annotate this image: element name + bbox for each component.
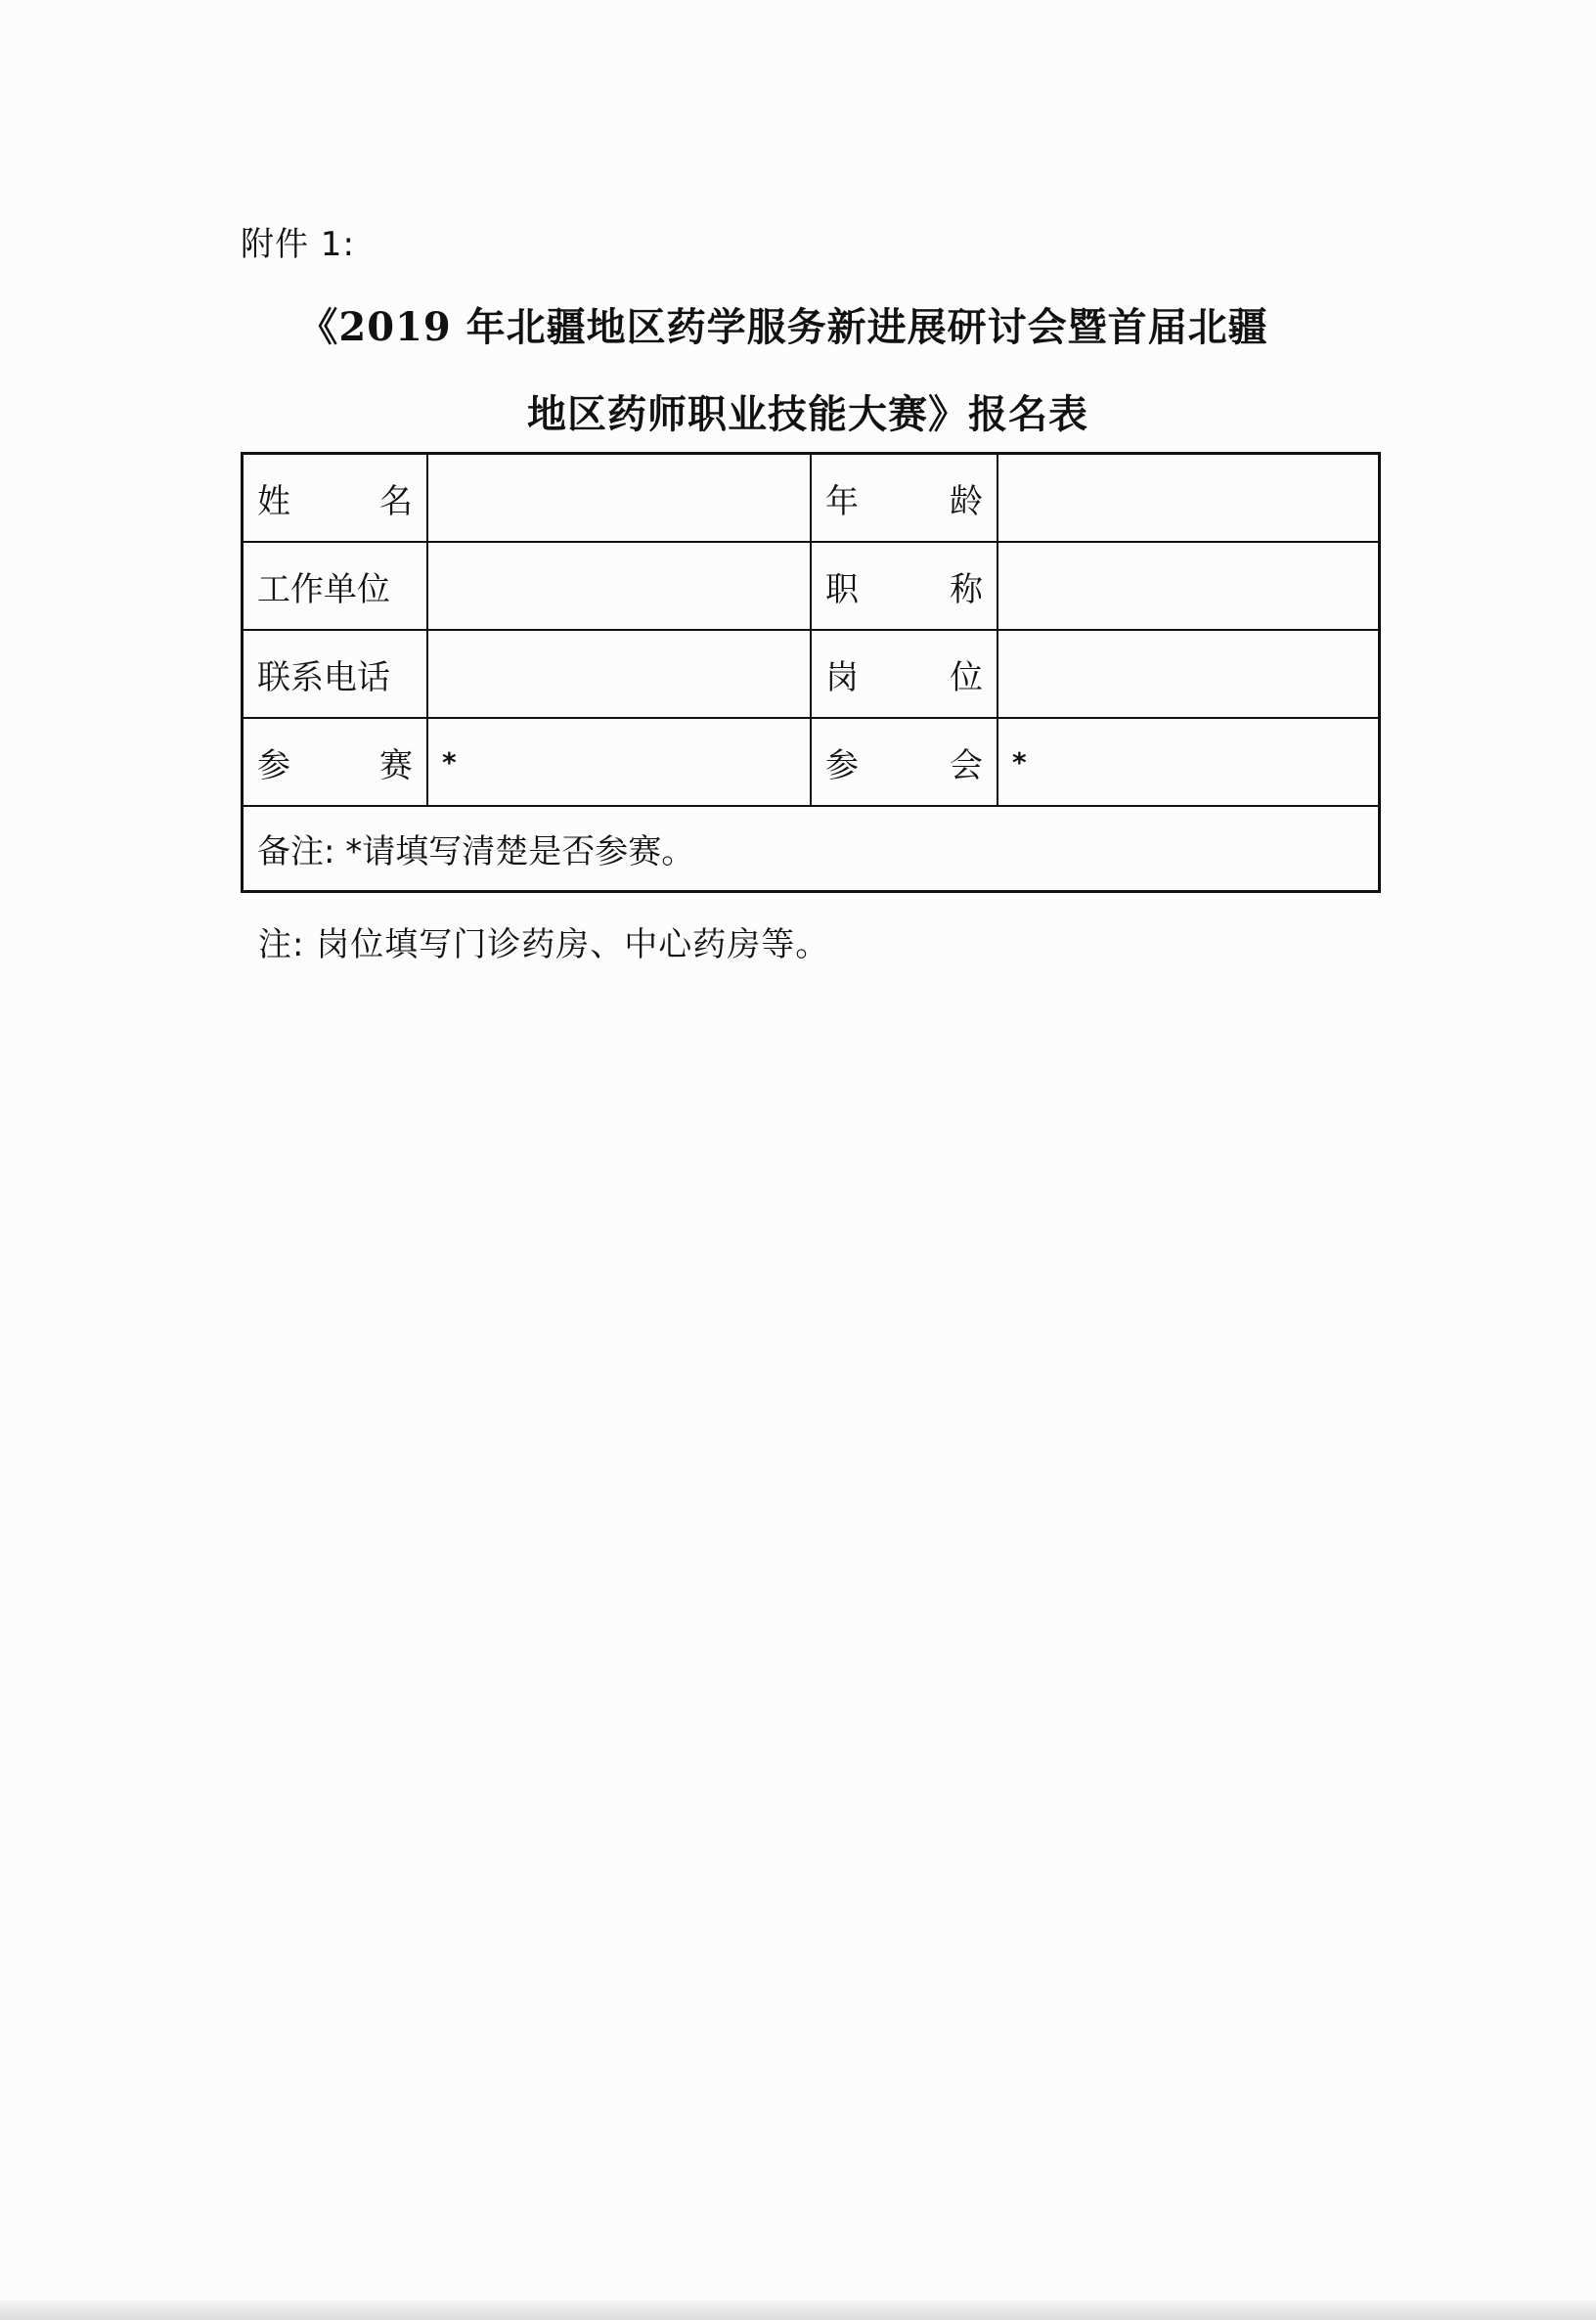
phone-label: 联系电话	[244, 631, 428, 717]
required-star: *	[442, 745, 457, 779]
scan-edge	[0, 2300, 1596, 2320]
phone-field[interactable]	[428, 631, 812, 717]
work-unit-label: 工作单位	[244, 543, 428, 629]
job-title-label-char-1: 职	[825, 569, 859, 609]
table-row	[244, 631, 1378, 719]
name-label-char-2: 名	[379, 481, 413, 521]
registration-form-table	[241, 452, 1381, 893]
table-row	[244, 455, 1378, 543]
position-label	[812, 631, 998, 717]
job-title-label	[812, 543, 998, 629]
table-row	[244, 719, 1378, 807]
footnote: 注: 岗位填写门诊药房、中心药房等。	[258, 925, 830, 964]
name-label	[244, 455, 428, 541]
age-field[interactable]	[998, 455, 1378, 541]
age-label	[812, 455, 998, 541]
position-field[interactable]	[998, 631, 1378, 717]
remark-text: 备注: *请填写清楚是否参赛。	[257, 832, 695, 871]
name-label-char-1: 姓	[257, 481, 290, 521]
attend-label-char-1: 参	[825, 745, 859, 785]
form-title-line-1: 《2019 年北疆地区药学服务新进展研讨会暨首届北疆	[298, 304, 1268, 350]
attachment-label: 附件 1:	[241, 225, 355, 264]
compete-label-char-2: 赛	[379, 745, 413, 785]
age-label-char-1: 年	[825, 481, 859, 521]
job-title-field[interactable]	[998, 543, 1378, 629]
position-label-char-2: 位	[950, 657, 983, 697]
attend-label-char-2: 会	[950, 745, 983, 785]
name-field[interactable]	[428, 455, 812, 541]
attend-meeting-field[interactable]	[998, 719, 1378, 805]
work-unit-field[interactable]	[428, 543, 812, 629]
position-label-char-1: 岗	[825, 657, 859, 697]
compete-field[interactable]	[428, 719, 812, 805]
table-row	[244, 807, 1378, 890]
compete-label-char-1: 参	[257, 745, 290, 785]
age-label-char-2: 龄	[950, 481, 983, 521]
table-row	[244, 543, 1378, 631]
form-title-line-2: 地区药师职业技能大赛》报名表	[527, 391, 1088, 437]
attend-meeting-label	[812, 719, 998, 805]
compete-label	[244, 719, 428, 805]
job-title-label-char-2: 称	[950, 569, 983, 609]
required-star: *	[1012, 745, 1027, 779]
